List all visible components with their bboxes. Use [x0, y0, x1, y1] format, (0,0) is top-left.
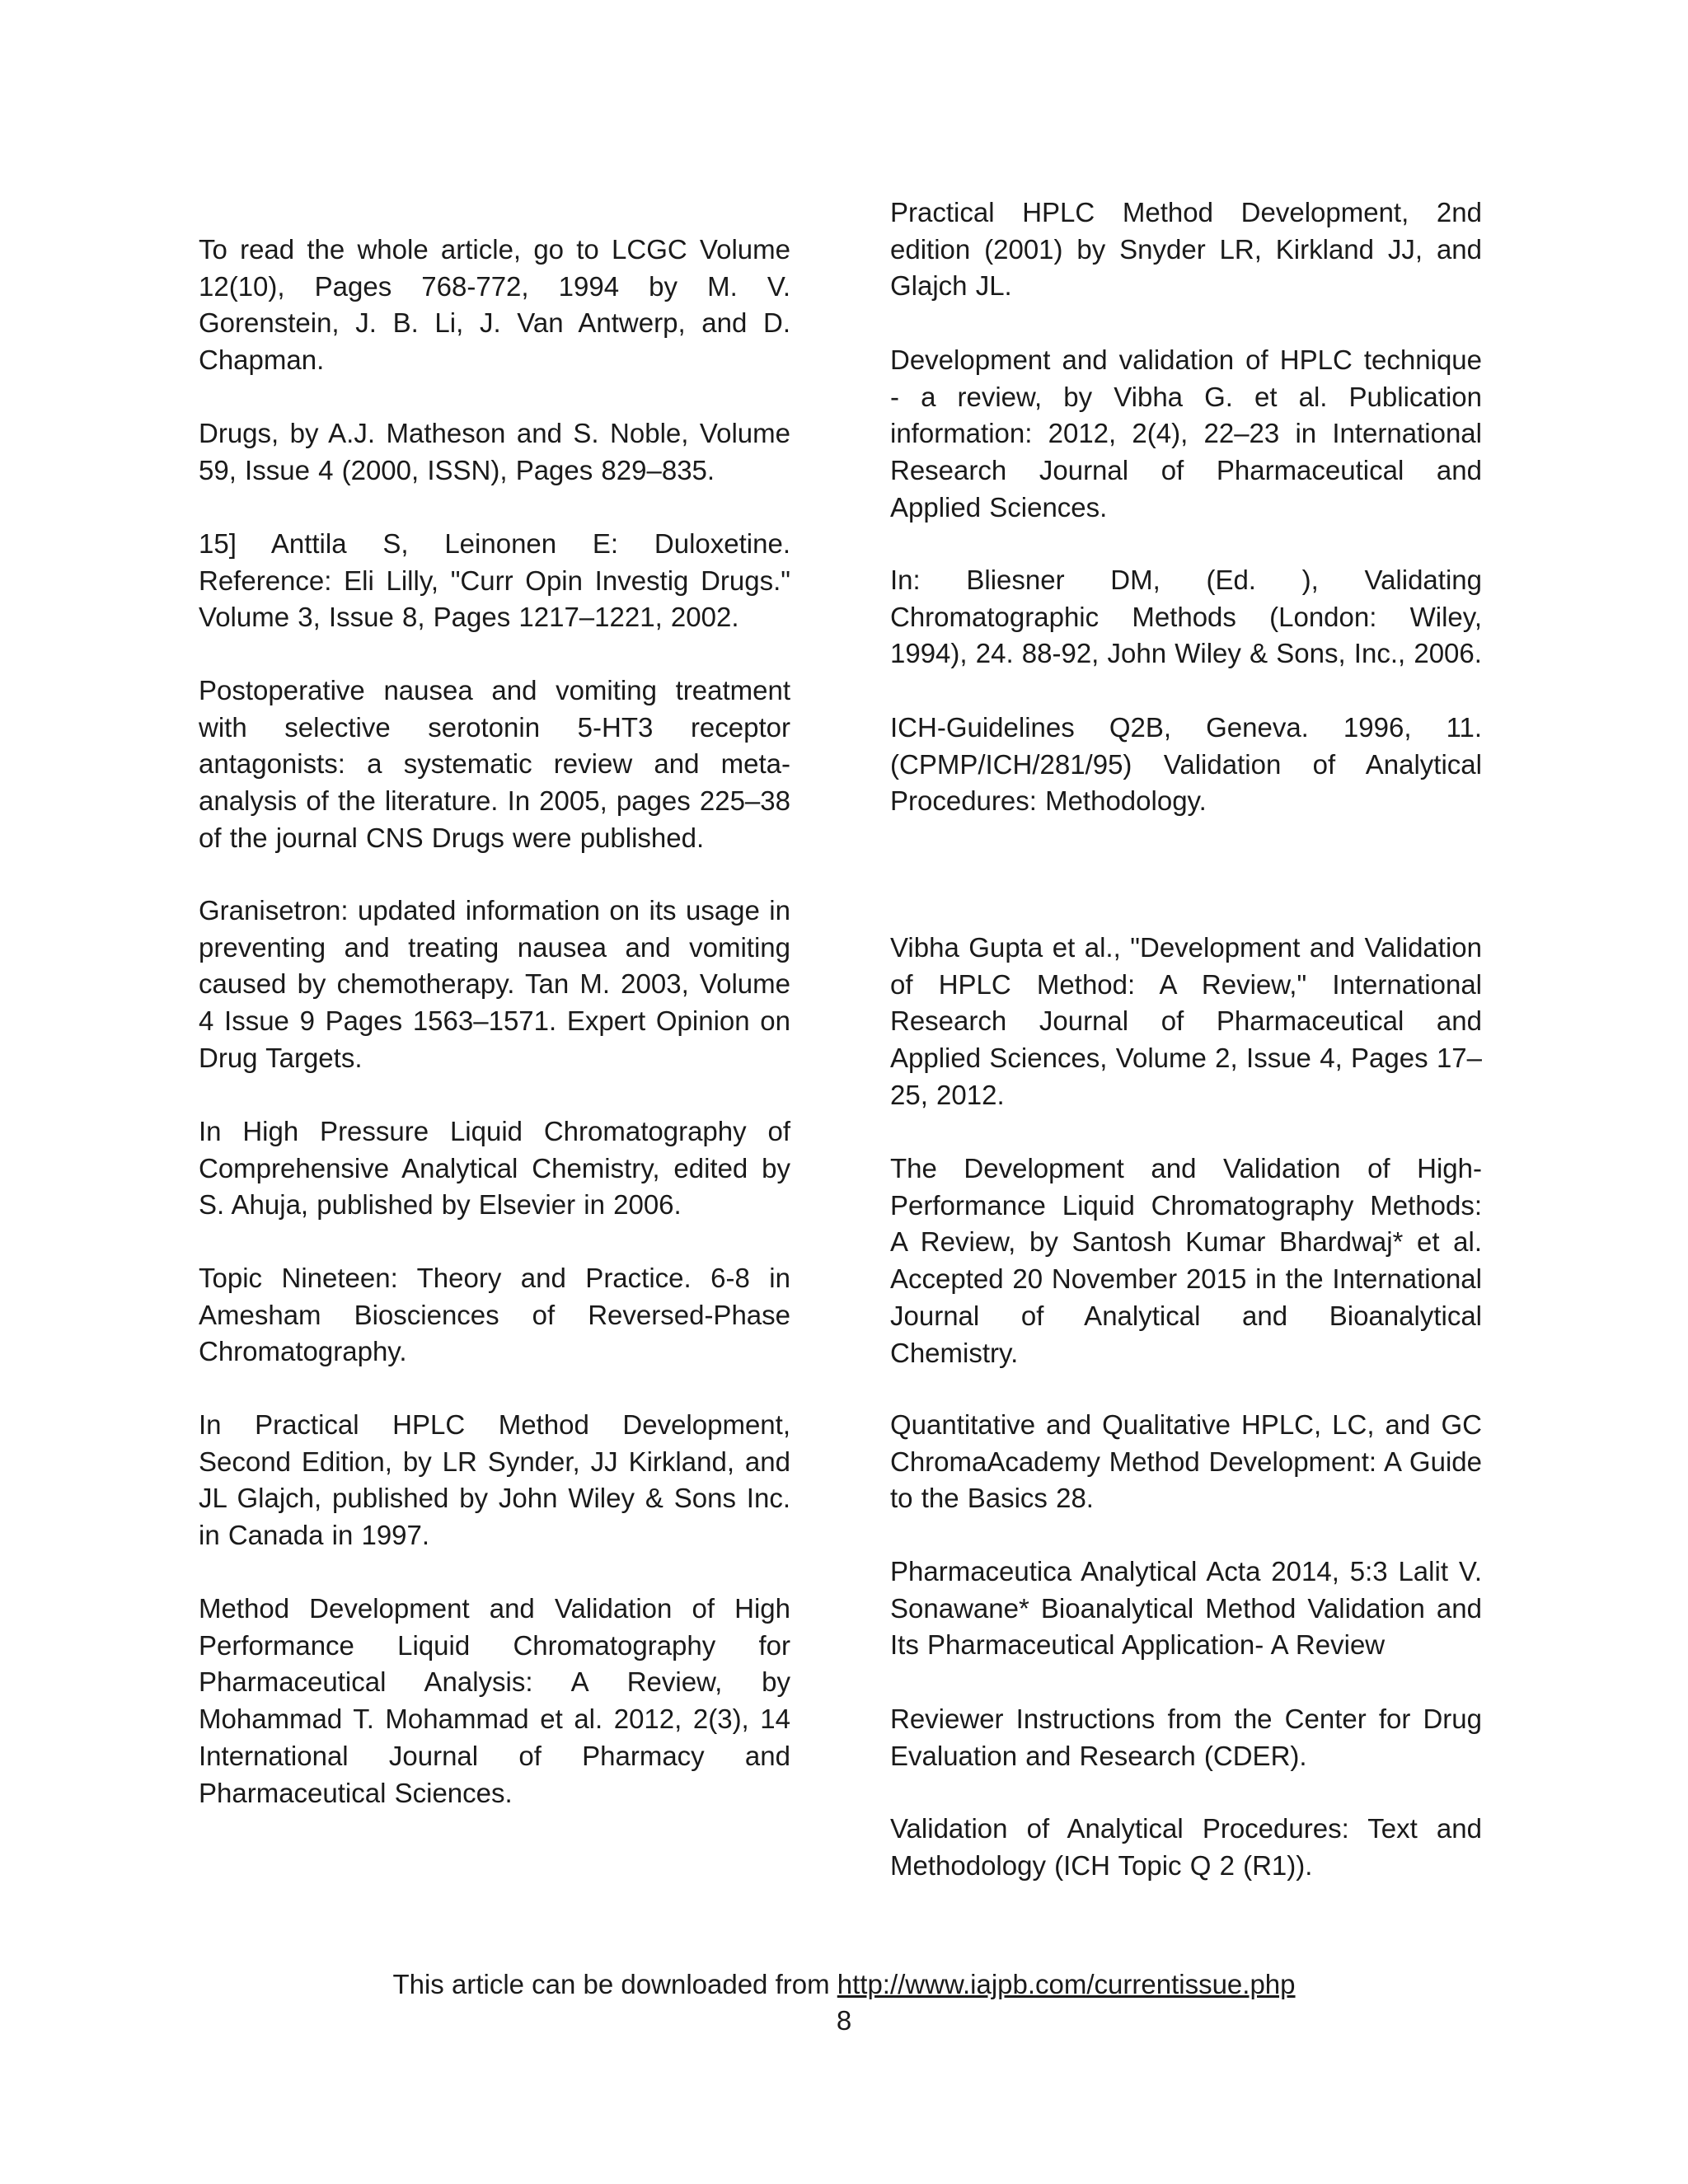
reference-entry: ICH-Guidelines Q2B, Geneva. 1996, 11. (CPMP/ICH/281/95) Validation of Analytical Procedures: Methodology.: [890, 712, 1482, 817]
reference-entry: In: Bliesner DM, (Ed. ), Validating Chromatographic Methods (London: Wiley, 1994), 24. 88-92, John Wiley & Sons, Inc., 2006.: [890, 565, 1482, 669]
reference-entry: Validation of Analytical Procedures: Text and Methodology (ICH Topic Q 2 (R1)).: [890, 1813, 1482, 1881]
reference-entry: Method Development and Validation of High Performance Liquid Chromatography for Pharmaceutical Analysis: A Review, by Mohammad T. Mohammad et al. 2012, 2(3), 14 International Journal of Pharmacy and Pharmaceutical Sciences.: [199, 1593, 790, 1808]
reference-entry: Topic Nineteen: Theory and Practice. 6-8 in Amesham Biosciences of Reversed-Phase Chromatography.: [199, 1263, 790, 1367]
reference-entry: The Development and Validation of High-Performance Liquid Chromatography Methods: A Review, by Santosh Kumar Bhardwaj* et al. Accepted 20 November 2015 in the International Journal of Analytical and Bioanalytical Chemistry.: [890, 1153, 1482, 1368]
reference-entry: Pharmaceutica Analytical Acta 2014, 5:3 Lalit V. Sonawane* Bioanalytical Method Validation and Its Pharmaceutical Application- A Review: [890, 1556, 1482, 1661]
download-notice: [0, 1966, 1688, 2003]
reference-entry: Granisetron: updated information on its usage in preventing and treating nausea and vomiting caused by chemotherapy. Tan M. 2003, Volume 4 Issue 9 Pages 1563–1571. Expert Opinion on Drug Targets.: [199, 895, 790, 1073]
reference-entry: In High Pressure Liquid Chromatography of Comprehensive Analytical Chemistry, edited by S. Ahuja, published by Elsevier in 2006.: [199, 1116, 790, 1221]
download-link[interactable]: http://www.iajpb.com/currentissue.php: [837, 1969, 1296, 1999]
reference-entry: To read the whole article, go to LCGC Volume 12(10), Pages 768-772, 1994 by M. V. Gorenstein, J. B. Li, J. Van Antwerp, and D. Chapman.: [199, 234, 790, 376]
reference-entry: Quantitative and Qualitative HPLC, LC, and GC ChromaAcademy Method Development: A Guide to the Basics 28.: [890, 1409, 1482, 1514]
reference-entry: Practical HPLC Method Development, 2nd edition (2001) by Snyder LR, Kirkland JJ, and Glajch JL.: [890, 197, 1482, 302]
reference-entry: Drugs, by A.J. Matheson and S. Noble, Volume 59, Issue 4 (2000, ISSN), Pages 829–835.: [199, 418, 790, 485]
reference-entry: Development and validation of HPLC technique - a review, by Vibha G. et al. Publication information: 2012, 2(4), 22–23 in International Research Journal of Pharmaceutical and Applied Sciences.: [890, 344, 1482, 523]
reference-entry: Vibha Gupta et al., "Development and Validation of HPLC Method: A Review," International Research Journal of Pharmaceutical and Applied Sciences, Volume 2, Issue 4, Pages 17–25, 2012.: [890, 932, 1482, 1110]
download-notice-text: This article can be downloaded from: [392, 1969, 837, 1999]
page-number: 8: [836, 2005, 852, 2036]
reference-entry: In Practical HPLC Method Development, Second Edition, by LR Synder, JJ Kirkland, and JL Glajch, published by John Wiley & Sons Inc. in Canada in 1997.: [199, 1409, 790, 1551]
reference-entry: Reviewer Instructions from the Center for Drug Evaluation and Research (CDER).: [890, 1704, 1482, 1771]
reference-entry: Postoperative nausea and vomiting treatment with selective serotonin 5-HT3 receptor antagonists: a systematic review and meta-analysis of the literature. In 2005, pages 225–38 of the journal CNS Drugs were published.: [199, 675, 790, 853]
reference-entry: 15] Anttila S, Leinonen E: Duloxetine. Reference: Eli Lilly, "Curr Opin Investig Drugs." Volume 3, Issue 8, Pages 1217–1221, 2002.: [199, 528, 790, 633]
